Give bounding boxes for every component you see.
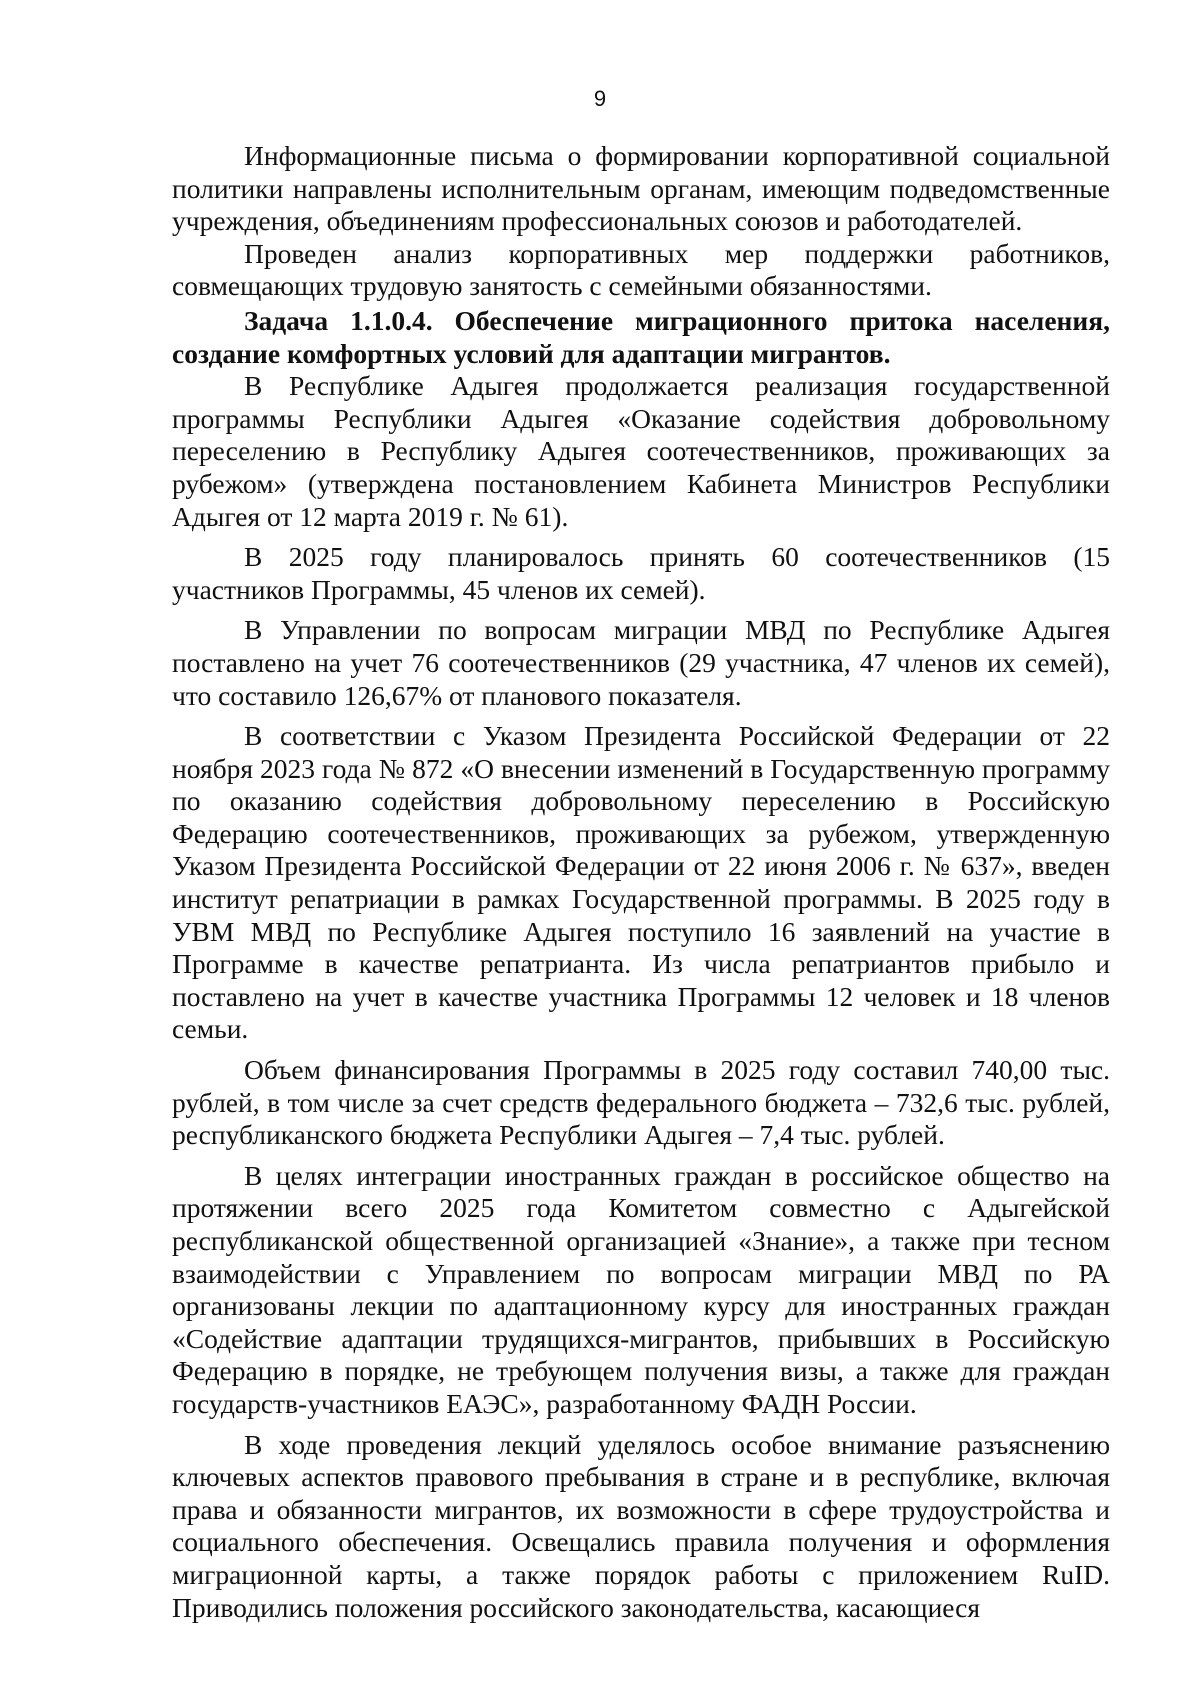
paragraph-corporate-letters: Информационные письма о формировании корпоративной социальной политики направлены исполнительным органам, имеющим подведомственные учреждения, объединениям профессиональных союзов и работодателей. bbox=[172, 140, 1110, 237]
paragraph-support-analysis: Проведен анализ корпоративных мер поддержки работников, совмещающих трудовую занятость с семейными обязанностями. bbox=[172, 237, 1110, 302]
document-body bbox=[172, 140, 1110, 1624]
paragraph-repatriation: В соответствии с Указом Президента Российской Федерации от 22 ноября 2023 года № 872 «О внесении изменений в Государственную программу по оказанию содействия добровольному переселению в Российскую Федерацию соотечественников, проживающих за рубежом, утвержденную Указом Президента Российской Федерации от 22 июня 2006 г. № 637», введен институт репатриации в рамках Государственной программы. В 2025 году в УВМ МВД по Республике Адыгея поступило 16 заявлений на участие в Программе в качестве репатрианта. Из числа репатриантов прибыло и поставлено на учет в качестве участника Программы 12 человек и 18 членов семьи. bbox=[172, 720, 1110, 1045]
paragraph-state-program: В Республике Адыгея продолжается реализация государственной программы Республики Адыгея «Оказание содействия добровольному переселению в Республику Адыгея соотечественников, проживающих за рубежом» (утверждена постановлением Кабинета Министров Республики Адыгея от 12 марта 2019 г. № 61). bbox=[172, 370, 1110, 532]
paragraph-plan-2025: В 2025 году планировалось принять 60 соотечественников (15 участников Программы, 45 членов их семей). bbox=[172, 541, 1110, 605]
page-number: 9 bbox=[593, 86, 607, 111]
paragraph-integration-lectures: В целях интеграции иностранных граждан в российское общество на протяжении всего 2025 года Комитетом совместно с Адыгейской республиканской общественной организацией «Знание», а также при тесном взаимодействии с Управлением по вопросам миграции МВД по РА организованы лекции по адаптационному курсу для иностранных граждан «Содействие адаптации трудящихся-мигрантов, прибывших в Российскую Федерацию в порядке, не требующем получения визы, а также для граждан государств-участников ЕАЭС», разработанному ФАДН России. bbox=[172, 1159, 1110, 1419]
paragraph-migration-registration: В Управлении по вопросам миграции МВД по Республике Адыгея поставлено на учет 76 соотечественников (29 участника, 47 членов их семей), что составило 126,67% от планового показателя. bbox=[172, 614, 1110, 711]
task-heading: Задача 1.1.0.4. Обеспечение миграционного притока населения, создание комфортных условий для адаптации мигрантов. bbox=[172, 304, 1110, 369]
paragraph-financing: Объем финансирования Программы в 2025 году составил 740,00 тыс. рублей, в том числе за счет средств федерального бюджета – 732,6 тыс. рублей, республиканского бюджета Республики Адыгея – 7,4 тыс. рублей. bbox=[172, 1054, 1110, 1151]
paragraph-lecture-topics: В ходе проведения лекций уделялось особое внимание разъяснению ключевых аспектов правового пребывания в стране и в республике, включая права и обязанности мигрантов, их возможности в сфере трудоустройства и социального обеспечения. Освещались правила получения и оформления миграционной карты, а также порядок работы с приложением RuID. Приводились положения российского законодательства, касающиеся bbox=[172, 1428, 1110, 1623]
